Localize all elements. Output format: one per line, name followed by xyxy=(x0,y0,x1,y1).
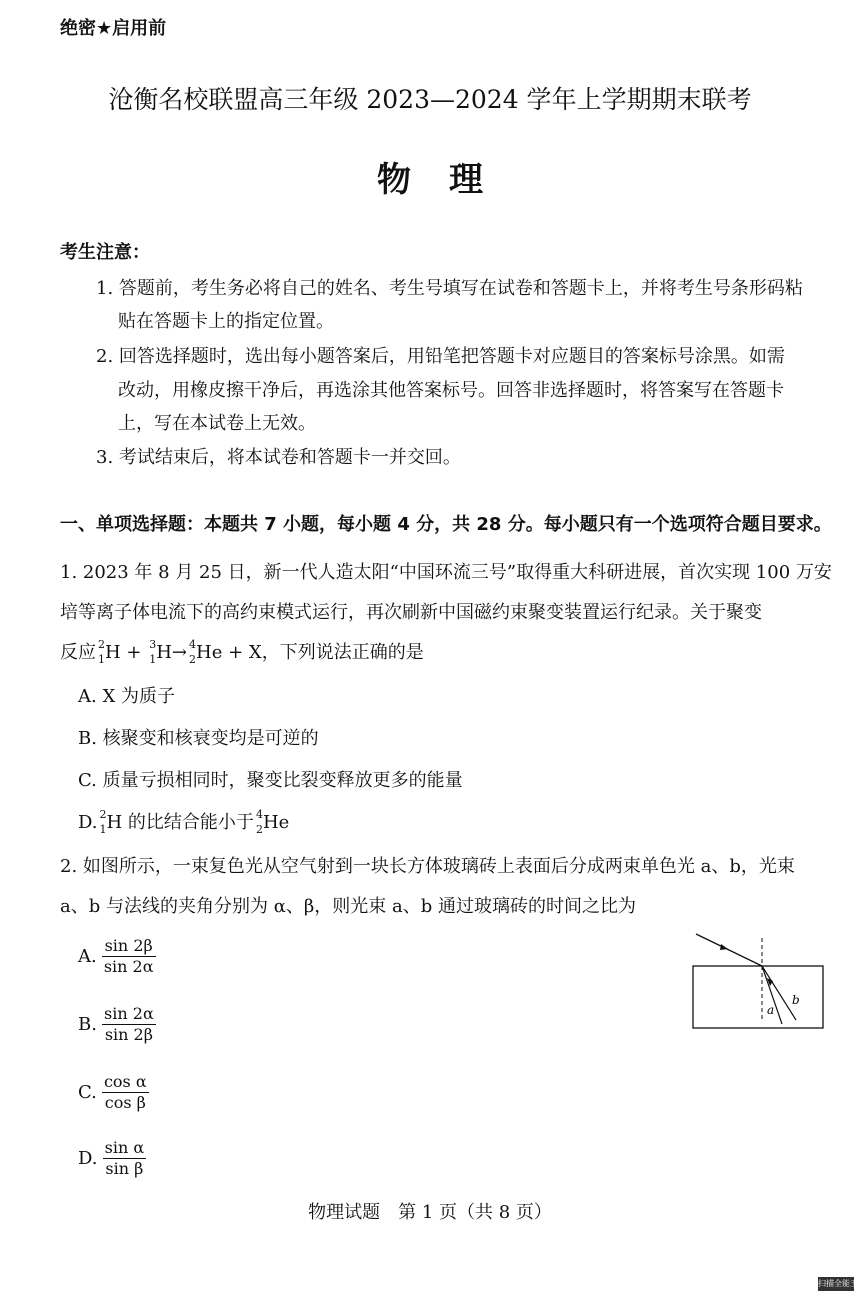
q2-option-c: C. $\frac{\text{cos α}}{\text{cos β}}$ xyxy=(78,1072,147,1112)
notice-line-6: 3. 考试结束后，将本试卷和答题卡一并交回。 xyxy=(96,447,461,468)
ray-arrow xyxy=(720,944,728,950)
notice-line-3: 2. 回答选择题时，选出每小题答案后，用铅笔把答题卡对应题目的答案标号涂黑。如需 xyxy=(96,346,785,367)
q1-option-d-end: He xyxy=(262,812,290,833)
label-b: b xyxy=(792,993,800,1007)
fusion-equation: 2 1 H + 3 1 H→ 4 2 He + X xyxy=(98,638,262,666)
q1-text-line-3 xyxy=(60,638,424,664)
q1-option-c: C. 质量亏损相同时，聚变比裂变释放更多的能量 xyxy=(78,770,463,791)
q2-option-d: D. $\frac{\text{sin α}}{\text{sin β}}$ xyxy=(78,1138,145,1178)
q2-text-line-2: a、b 与法线的夹角分别为 α、β，则光束 a、b 通过玻璃砖的时间之比为 xyxy=(60,896,636,917)
q2-option-b: B. $\frac{\sin 2\alpha}{\sin 2\beta}$ xyxy=(78,1004,154,1044)
subject-title: 物理 xyxy=(377,160,521,200)
fraction: $\frac{\text{cos α}}{\text{cos β}}$ xyxy=(103,1072,147,1112)
exam-title: 沧衡名校联盟高三年级 2023—2024 学年上学期期末联考 xyxy=(108,85,752,114)
fraction: $\frac{\sin 2\alpha}{\sin 2\beta}$ xyxy=(104,1004,154,1044)
q2-option-a: A. $\frac{\sin 2\beta}{\sin 2\alpha}$ xyxy=(78,936,154,976)
fraction: $\frac{\text{sin α}}{\text{sin β}}$ xyxy=(104,1138,145,1178)
q1-reaction-prefix: 反应 xyxy=(60,642,96,663)
q1-text-line-1: 1. 2023 年 8 月 25 日，新一代人造太阳“中国环流三号”取得重大科研进展，首次实现 100 万安 xyxy=(60,562,832,583)
section-heading: 一、单项选择题：本题共 7 小题，每小题 4 分，共 28 分。每小题只有一个选项符合题目要求。 xyxy=(60,514,832,535)
scanner-watermark: 扫描全能王 xyxy=(818,1277,854,1291)
incident-ray xyxy=(696,934,762,966)
q1-option-d-letter: D. xyxy=(78,812,98,833)
q1-text-line-2: 培等离子体电流下的高约束模式运行，再次刷新中国磁约束聚变装置运行纪录。关于聚变 xyxy=(60,602,762,623)
q1-option-a: A. X 为质子 xyxy=(78,686,175,707)
notice-line-4: 改动，用橡皮擦干净后，再选涂其他答案标号。回答非选择题时，将答案写在答题卡 xyxy=(118,380,784,401)
q1-option-d: D. 2 1 H 的比结合能小于 4 2 He xyxy=(78,808,290,836)
glass-brick-diagram xyxy=(690,926,830,1036)
notice-heading: 考生注意： xyxy=(60,242,150,263)
notice-line-1: 1. 答题前，考生务必将自己的姓名、考生号填写在试卷和答题卡上，并将考生号条形码粘 xyxy=(96,278,803,299)
fraction: $\frac{\sin 2\beta}{\sin 2\alpha}$ xyxy=(103,936,154,976)
page-footer: 物理试题 第 1 页（共 8 页） xyxy=(308,1202,552,1223)
label-a: a xyxy=(767,1003,775,1017)
notice-line-5: 上，写在本试卷上无效。 xyxy=(118,413,316,434)
notice-line-2: 贴在答题卡上的指定位置。 xyxy=(118,311,334,332)
confidential-label: 绝密★启用前 xyxy=(60,18,167,39)
q1-reaction-suffix: ，下列说法正确的是 xyxy=(261,642,424,663)
glass-brick xyxy=(693,966,823,1028)
q1-option-d-text: H 的比结合能小于 xyxy=(106,812,254,833)
q2-text-line-1: 2. 如图所示，一束复色光从空气射到一块长方体玻璃砖上表面后分成两束单色光 a、b，光束 xyxy=(60,856,795,877)
q1-option-b: B. 核聚变和核衰变均是可逆的 xyxy=(78,728,319,749)
